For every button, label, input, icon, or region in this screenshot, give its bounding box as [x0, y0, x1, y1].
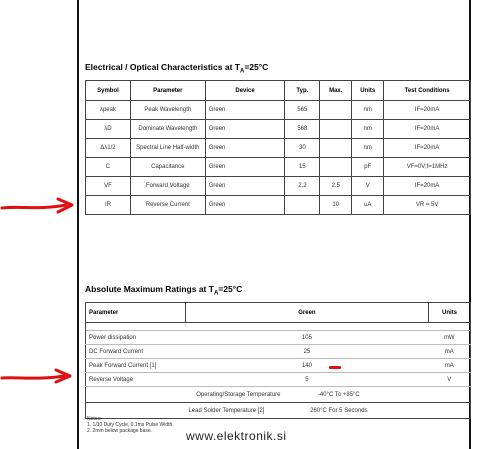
cell-typ: 568: [285, 120, 320, 139]
cell-device: Green: [205, 177, 285, 196]
header-parameter: Parameter: [86, 303, 186, 323]
cell-parameter: Reverse Voltage: [86, 373, 186, 387]
cell-typ: 565: [285, 101, 320, 120]
cell-device: Green: [205, 101, 285, 120]
table-row: [86, 323, 471, 331]
cell-value: -40°C To +85°C: [317, 391, 360, 398]
header-green: Green: [185, 303, 428, 323]
cell-parameter: Dominate Wavelength: [130, 120, 205, 139]
cell-value: 25: [185, 345, 428, 359]
cell-parameter: Peak Forward Current [1]: [86, 359, 186, 373]
header-test-conditions: Test Conditions: [384, 81, 471, 101]
header-max: Max.: [320, 81, 352, 101]
notes-heading: Notes:: [87, 416, 102, 422]
cell-max: [320, 158, 352, 177]
cell-units: mA: [429, 359, 471, 373]
cell-typ: [285, 196, 320, 215]
cell-parameter: Forward Voltage: [130, 177, 205, 196]
cell-value: 5: [185, 373, 428, 387]
cell-units: nm: [352, 139, 384, 158]
cell-units: V: [352, 177, 384, 196]
notes: [87, 416, 174, 434]
cell-test-conditions: IF=20mA: [384, 177, 471, 196]
cell-units: mW: [429, 331, 471, 345]
cell-test-conditions: IF=20mA: [384, 139, 471, 158]
cell-units: V: [429, 373, 471, 387]
cell-symbol: IR: [86, 196, 131, 215]
cell-parameter: Spectral Line Half-width: [130, 139, 205, 158]
cell-device: Green: [205, 120, 285, 139]
table-row: [86, 158, 471, 177]
cell-test-conditions: VF=0V;f=1MHz: [384, 158, 471, 177]
cell-device: Green: [205, 158, 285, 177]
table-header-row: [86, 303, 471, 323]
cell-max: [320, 139, 352, 158]
table-row: [86, 373, 471, 387]
cell-typ: 15: [285, 158, 320, 177]
cell-parameter: Peak Wavelength: [130, 101, 205, 120]
cell-value: 140: [185, 359, 428, 373]
cell-parameter: Power dissipation: [86, 331, 186, 345]
cell-max: [320, 101, 352, 120]
cell-units: uA: [352, 196, 384, 215]
absolute-ratings-table: [85, 302, 471, 419]
cell-parameter: DC Forward Current: [86, 345, 186, 359]
cell-device: Green: [205, 196, 285, 215]
cell-value: 105: [185, 331, 428, 345]
cell-parameter: Lead Solder Temperature [2]: [188, 407, 265, 414]
table-row: [86, 139, 471, 158]
cell-symbol: C: [86, 158, 131, 177]
note-line: 2. 2mm below package base.: [87, 428, 153, 434]
cell-units: mA: [429, 345, 471, 359]
absolute-title: Absolute Maximum Ratings at $T_A=25^\circ C$: [85, 284, 243, 297]
table-row: [86, 387, 471, 403]
cell-symbol: λpeak: [86, 101, 131, 120]
red-arrow-icon: [0, 368, 80, 388]
cell-units: nm: [352, 120, 384, 139]
table-row: [86, 359, 471, 373]
cell-parameter: Reverse Current: [130, 196, 205, 215]
cell-max: 2.5: [320, 177, 352, 196]
cell-test-conditions: VR = 5V: [384, 196, 471, 215]
cell-device: Green: [205, 139, 285, 158]
cell-max: [320, 120, 352, 139]
cell-test-conditions: IF=20mA: [384, 101, 471, 120]
table-row: [86, 101, 471, 120]
cell-units: nm: [352, 101, 384, 120]
watermark: www.elektronik.si: [186, 429, 287, 443]
note-line: 1. 1/10 Duty Cycle, 0.1ms Pulse Width.: [87, 422, 174, 428]
cell-parameter: Capacitance: [130, 158, 205, 177]
cell-parameter: Operating/Storage Temperature: [196, 391, 281, 398]
electrical-title: Electrical / Optical Characteristics at $T_A=25^\circ C$: [85, 62, 269, 75]
header-device: Device: [205, 81, 285, 101]
table-row: [86, 177, 471, 196]
cell-units: pF: [352, 158, 384, 177]
cell-max: 10: [320, 196, 352, 215]
header-symbol: Symbol: [86, 81, 131, 101]
cell-test-conditions: IF=20mA: [384, 120, 471, 139]
cell-typ: 30: [285, 139, 320, 158]
header-units: Units: [429, 303, 471, 323]
electrical-table: [85, 80, 471, 215]
cell-symbol: VF: [86, 177, 131, 196]
red-arrow-icon: [0, 196, 80, 218]
table-row: [86, 331, 471, 345]
cell-symbol: Δλ1/2: [86, 139, 131, 158]
cell-value: 260°C For 5 Seconds: [310, 407, 368, 414]
header-parameter: Parameter: [130, 81, 205, 101]
cell-symbol: λD: [86, 120, 131, 139]
table-row: [86, 345, 471, 359]
header-typ: Typ.: [285, 81, 320, 101]
header-units: Units: [352, 81, 384, 101]
table-row: [86, 120, 471, 139]
span-row-operating-temp: [86, 387, 471, 403]
cell-typ: 2.2: [285, 177, 320, 196]
table-header-row: [86, 81, 471, 101]
red-underline-mark: [329, 366, 341, 369]
table-row: [86, 196, 471, 215]
